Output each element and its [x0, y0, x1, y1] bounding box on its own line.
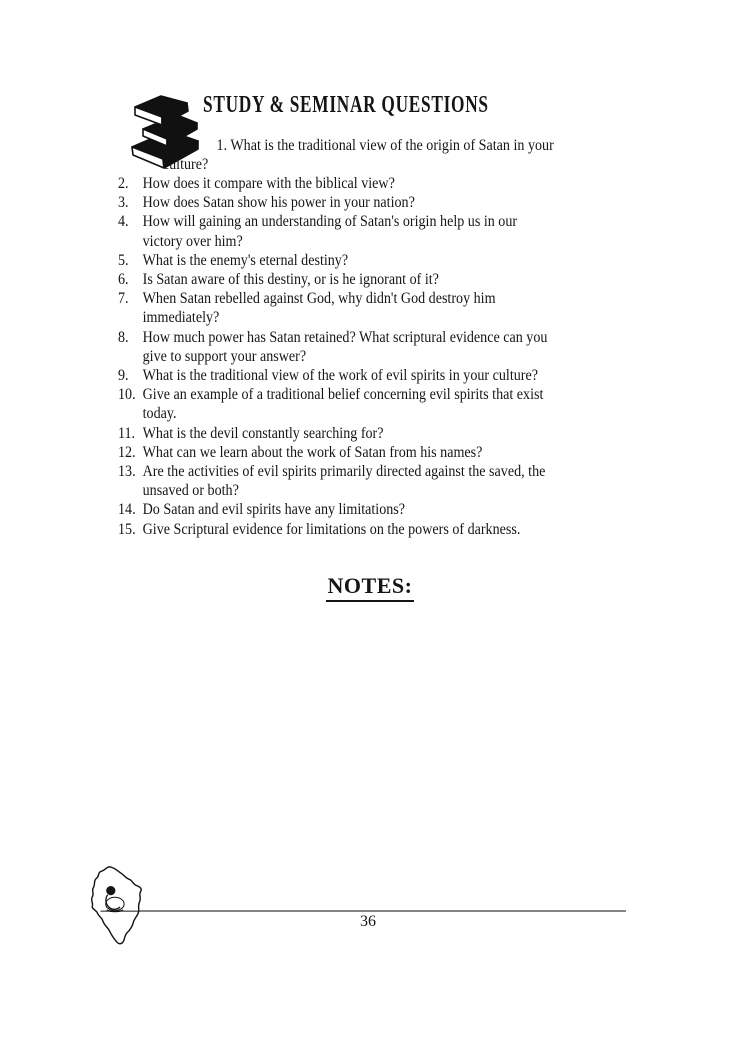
question-text: How does it compare with the biblical view? — [142, 175, 395, 192]
question-text: When Satan rebelled against God, why didn't God destroy him immediately? — [142, 290, 496, 327]
question-text: What can we learn about the work of Satan from his names? — [142, 443, 483, 461]
question-number: 14. — [118, 501, 136, 519]
question-item — [118, 328, 681, 366]
question-number: 12. — [118, 443, 136, 461]
question-number: 6. — [118, 271, 129, 289]
question-number: 13. — [118, 463, 136, 481]
question-item — [118, 443, 681, 462]
notes-section — [0, 573, 740, 602]
question-text: Are the activities of evil spirits primarily directed against the saved, the unsaved or both? — [142, 463, 546, 500]
question-item-1 — [118, 136, 664, 174]
question-text: How will gaining an understanding of Satan's origin help us in our victory over him? — [142, 213, 518, 250]
question-item — [118, 193, 681, 212]
notes-heading: NOTES: — [326, 573, 415, 602]
question-text: 1. What is the traditional view of the origin of Satan in your — [216, 137, 554, 154]
question-text: Give an example of a traditional belief concerning evil spirits that exist today. — [142, 386, 544, 423]
question-number: 15. — [118, 520, 136, 538]
questions-list — [118, 174, 681, 539]
question-number: 3. — [118, 194, 129, 212]
question-item — [118, 385, 681, 423]
question-number: 2. — [118, 175, 129, 192]
footer-rule — [140, 910, 626, 912]
question-item — [118, 424, 681, 443]
africa-map-kneeling-figure-logo — [86, 865, 152, 947]
question-item — [118, 174, 681, 193]
question-item — [118, 462, 681, 500]
question-text: Is Satan aware of this destiny, or is he ignorant of it? — [142, 271, 439, 289]
question-number: 4. — [118, 213, 129, 231]
question-number: 5. — [118, 251, 129, 269]
question-text: What is the enemy's eternal destiny? — [142, 251, 349, 269]
question-text: culture? — [162, 156, 209, 174]
page-title: STUDY & SEMINAR QUESTIONS — [203, 92, 489, 118]
question-item — [118, 500, 681, 519]
question-item — [118, 251, 681, 270]
question-number: 9. — [118, 367, 129, 385]
question-number: 11. — [118, 424, 136, 442]
question-text: Do Satan and evil spirits have any limitations? — [142, 501, 406, 519]
question-text: What is the devil constantly searching for? — [142, 424, 384, 442]
question-item — [118, 366, 681, 385]
question-item — [118, 520, 681, 539]
question-item — [118, 212, 681, 250]
question-text: Give Scriptural evidence for limitations on the powers of darkness. — [142, 520, 521, 538]
question-text: How does Satan show his power in your nation? — [142, 194, 415, 212]
question-text: What is the traditional view of the work of evil spirits in your culture? — [142, 367, 538, 385]
question-number: 10. — [118, 386, 136, 404]
question-number: 8. — [118, 328, 129, 346]
question-text: How much power has Satan retained? What scriptural evidence can you give to support your answer? — [142, 328, 548, 365]
page-number: 36 — [360, 913, 376, 930]
question-item — [118, 289, 681, 327]
question-item — [118, 270, 681, 289]
question-number: 7. — [118, 290, 129, 308]
